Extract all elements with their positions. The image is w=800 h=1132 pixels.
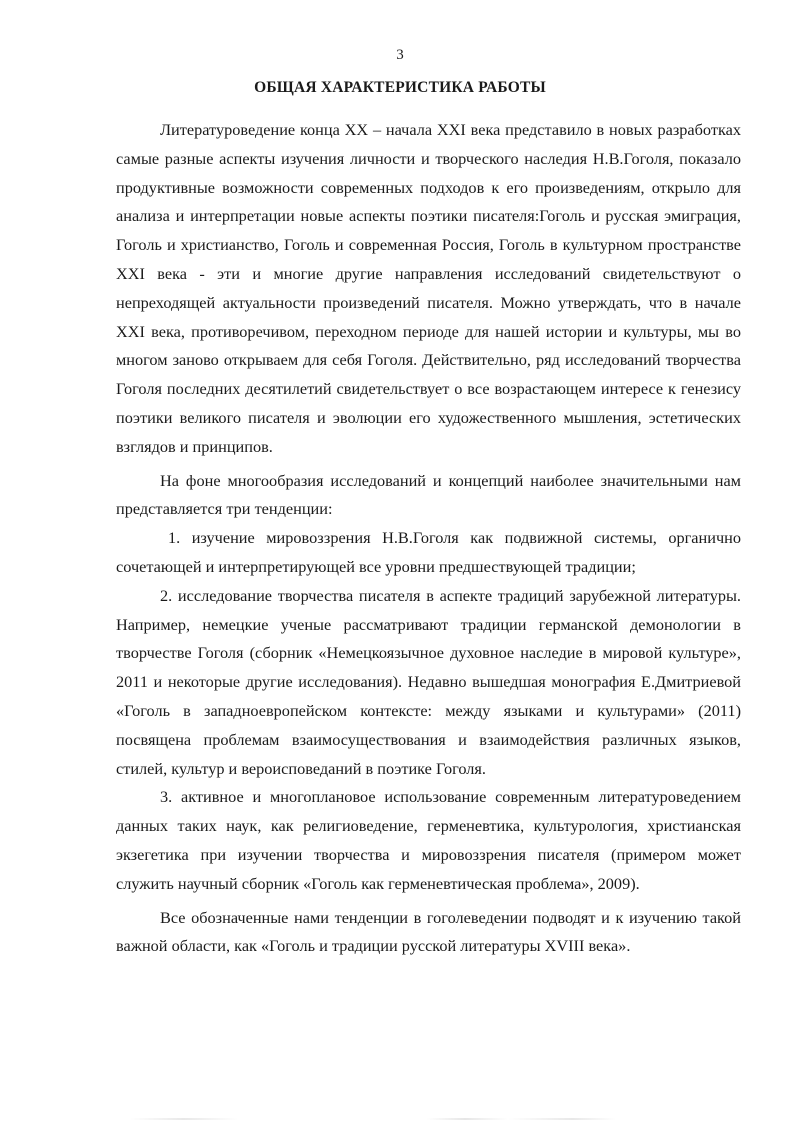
page-number: 3 [396, 47, 404, 63]
page-title: ОБЩАЯ ХАРАКТЕРИСТИКА РАБОТЫ [254, 79, 546, 96]
paragraph-intro: Литературоведение конца XX – начала XXI века представило в новых разработках самые разные аспекты изучения личности и творческого наследия Н.В.Гоголя, показало продуктивные возможности современных подходов к его произведениям, открыло для анализа и интерпретации новые аспекты поэтики писателя:Гоголь и русская эмиграция, Гоголь и христианство, Гоголь и современная Россия, Гоголь в культурном пространстве XXI века - эти и многие другие направления исследований свидетельствуют о непреходящей актуальности произведений писателя. Можно утверждать, что в начале XXI века, противоречивом, переходном периоде для нашей истории и культуры, мы во многом заново открываем для себя Гоголя. Действительно, ряд исследований творчества Гоголя последних десятилетий свидетельствует о все возрастающем интересе к генезису поэтики великого писателя и эволюции его художественного мышления, эстетических взглядов и принципов. [116, 120, 741, 456]
paragraph-tendencies-lead: На фоне многообразия исследований и концепций наиболее значительными нам представляется три тенденции: [116, 470, 741, 519]
list-item-2: 2. исследование творчества писателя в аспекте традиций зарубежной литературы. Например, немецкие ученые рассматривают традиции германской демонологии в творчестве Гоголя (сборник «Немецкоязычное духовное наследие в мировой культуре», 2011 и некоторые другие исследования). Недавно вышедшая монография Е.Дмитриевой «Гоголь в западноевропейском контексте: между языками и культурами» (2011) посвящена проблемам взаимосуществования и взаимодействия различных языков, стилей, культур и вероисповеданий в поэтике Гоголя. [116, 585, 741, 778]
paragraph-closing: Все обозначенные нами тенденции в гоголеведении подводят и к изучению такой важной области, как «Гоголь и традиции русской литературы XVIII века». [116, 907, 741, 956]
list-item-3: 3. активное и многоплановое использование современным литературоведением данных таких наук, как религиоведение, герменевтика, культурология, христианская экзегетика при изучении творчества и мировоззрения писателя (примером может служить научный сборник «Гоголь как герменевтическая проблема», 2009). [116, 787, 741, 893]
scan-artifact-divider [130, 1118, 670, 1120]
body-text [116, 116, 741, 961]
list-item-1: 1. изучение мировоззрения Н.В.Гоголя как подвижной системы, органично сочетающей и интерпретирующей все уровни предшествующей традиции; [116, 528, 741, 576]
